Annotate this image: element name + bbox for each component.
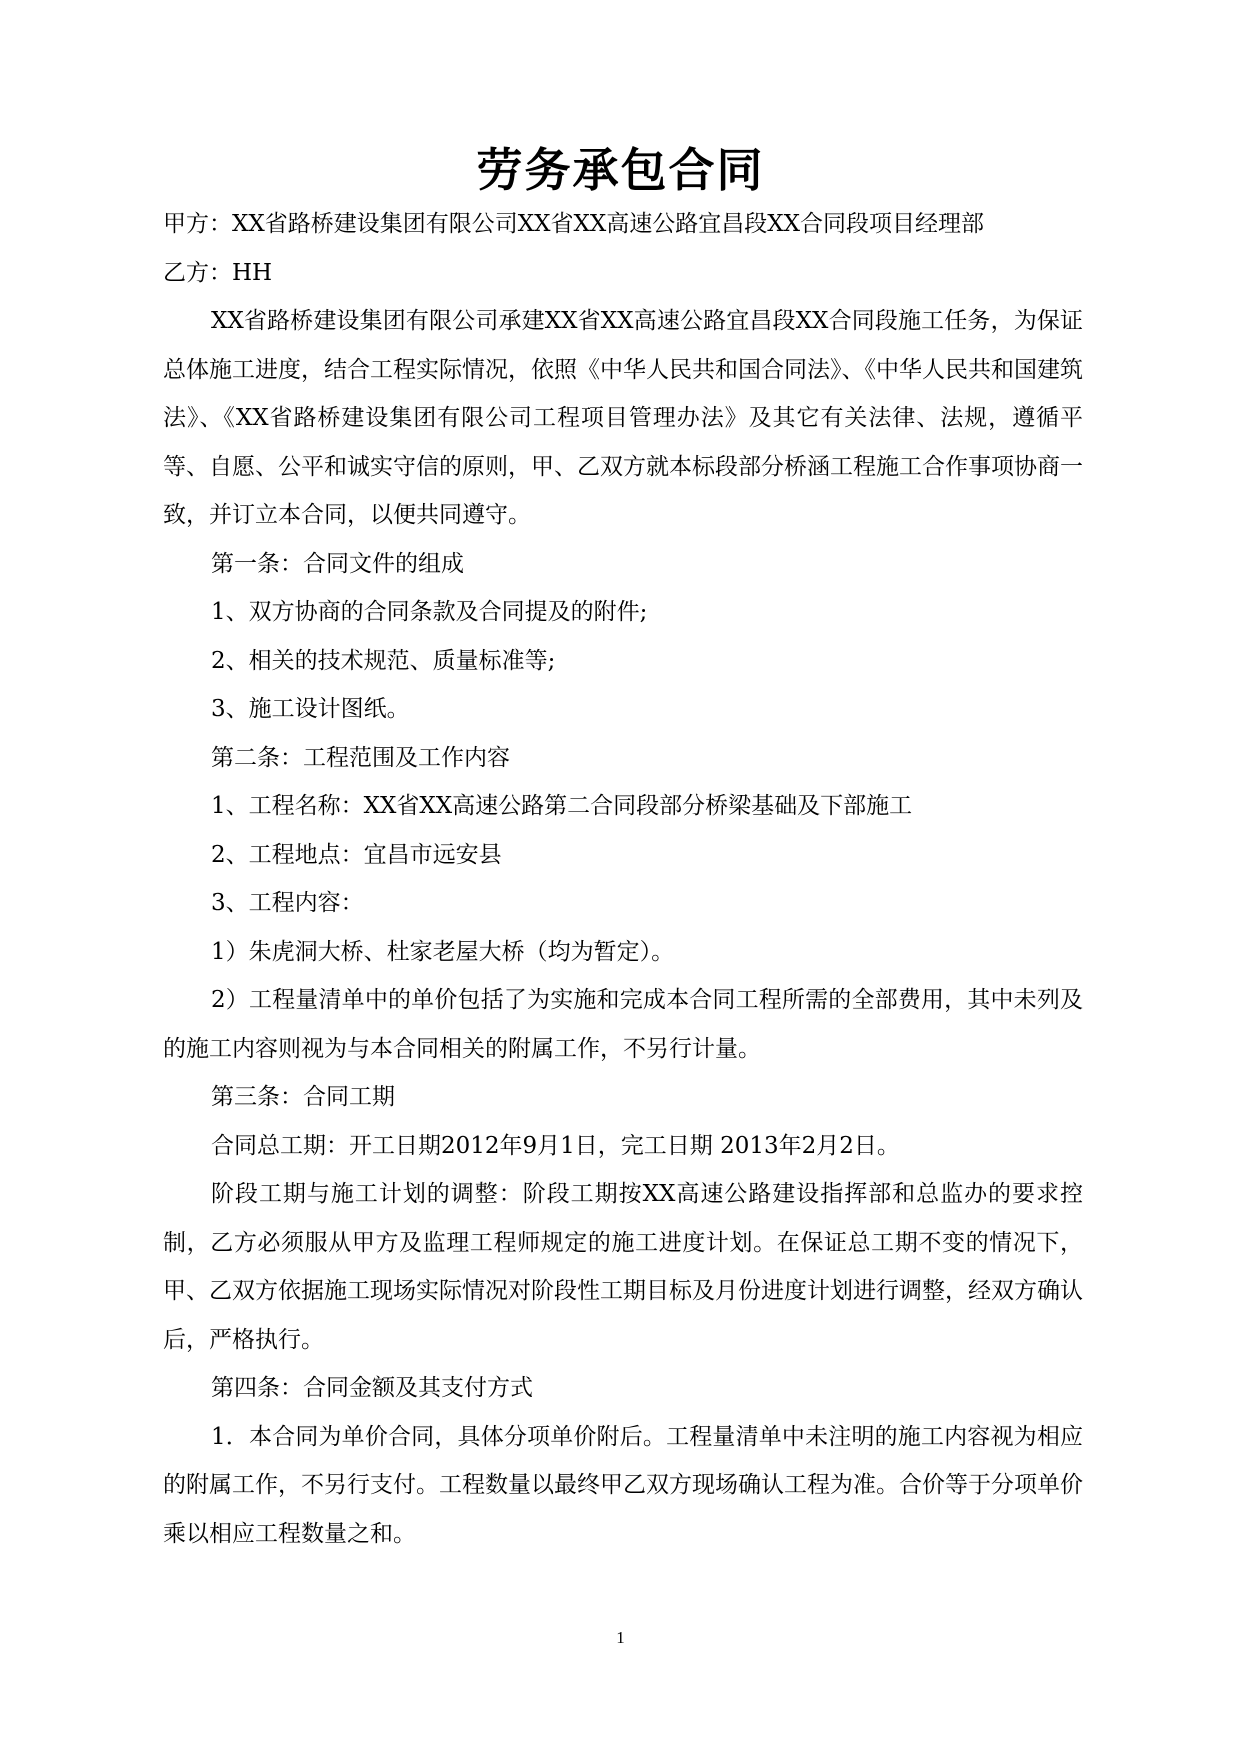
article-3-item: 合同总工期：开工日期2012年9月1日，完工日期 2013年2月2日。 (211, 1132, 900, 1159)
document-body (163, 200, 1083, 1558)
article-4-heading: 第四条：合同金额及其支付方式 (211, 1375, 533, 1401)
article-2-item: 1、工程名称：XX省XX高速公路第二合同段部分桥梁基础及下部施工 (211, 793, 913, 819)
article-1-item: 2、相关的技术规范、质量标准等; (211, 647, 556, 674)
party-b: 乙方：HH (163, 259, 273, 286)
preamble-paragraph: XX省路桥建设集团有限公司承建XX省XX高速公路宜昌段XX合同段施工任务，为保证总体施工进度，结合工程实际情况，依照《中华人民共和国合同法》、《中华人民共和国建筑法》、《XX省路桥建设集团有限公司工程项目管理办法》及其它有关法律、法规，遵循平等、自愿、公平和诚实守信的原则，甲、乙双方就本标段部分桥涵工程施工合作事项协商一致，并订立本合同，以便共同遵守。 (163, 308, 1083, 528)
party-a: 甲方：XX省路桥建设集团有限公司XX省XX高速公路宜昌段XX合同段项目经理部 (163, 211, 984, 237)
document-title: 劳务承包合同 (476, 143, 765, 197)
article-3-item: 阶段工期与施工计划的调整：阶段工期按XX高速公路建设指挥部和总监办的要求控制，乙方必须服从甲方及监理工程师规定的施工进度计划。在保证总工期不变的情况下，甲、乙双方依据施工现场实际情况对阶段性工期目标及月份进度计划进行调整，经双方确认后，严格执行。 (163, 1181, 1083, 1353)
article-2-item: 3、工程内容： (211, 890, 364, 916)
article-2-item: 2）工程量清单中的单价包括了为实施和完成本合同工程所需的全部费用，其中未列及的施工内容则视为与本合同相关的附属工作，不另行计量。 (163, 987, 1083, 1062)
article-2-item: 2、工程地点：宜昌市远安县 (211, 841, 502, 868)
article-2-heading: 第二条：工程范围及工作内容 (211, 744, 510, 771)
page-number: 1 (616, 1628, 625, 1647)
article-1-item: 1、双方协商的合同条款及合同提及的附件; (211, 599, 648, 625)
article-4-item: 1．本合同为单价合同，具体分项单价附后。工程量清单中未注明的施工内容视为相应的附属工作，不另行支付。工程数量以最终甲乙双方现场确认工程为准。合价等于分项单价乘以相应工程数量之和。 (163, 1423, 1083, 1547)
article-1-item: 3、施工设计图纸。 (211, 696, 410, 722)
article-1-heading: 第一条：合同文件的组成 (211, 550, 464, 577)
article-3-heading: 第三条：合同工期 (211, 1084, 395, 1110)
article-2-item: 1）朱虎洞大桥、杜家老屋大桥（均为暂定）。 (211, 938, 675, 965)
